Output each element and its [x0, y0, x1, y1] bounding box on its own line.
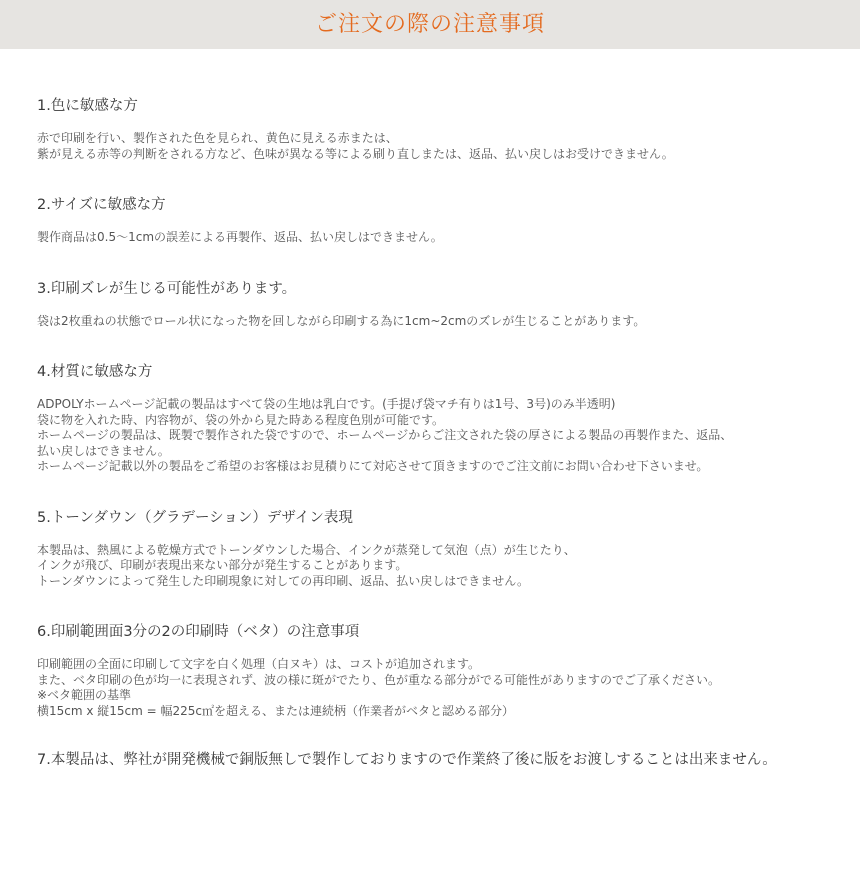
- notice-section-solid-print: [37, 621, 852, 719]
- notice-section-color: [37, 95, 852, 162]
- section-line: ホームページ記載以外の製品をご希望のお客様はお見積りにて対応させて頂きますのでご注文前にお問い合わせ下さいませ。: [37, 459, 709, 473]
- section-line: 製作商品は0.5〜1cmの誤差による再製作、返品、払い戻しはできません。: [37, 230, 443, 244]
- section-line: トーンダウンによって発生した印刷現象に対しての再印刷、返品、払い戻しはできません。: [37, 573, 530, 588]
- notice-content: [37, 95, 852, 771]
- section-line: インクが飛び、印刷が表現出来ない部分が発生することがあります。: [37, 558, 408, 572]
- notice-section-size: [37, 194, 852, 246]
- section-title: 2.サイズに敏感な方: [37, 197, 166, 213]
- header-bar: [0, 0, 860, 49]
- section-body: [37, 131, 852, 162]
- section-title: 1.色に敏感な方: [37, 98, 138, 114]
- section-line: ホームページの製品は、既製で製作された袋ですので、ホームページからご注文された袋の厚さによる製品の再製作また、返品、: [37, 428, 733, 442]
- section-line: 紫が見える赤等の判断をされる方など、色味が異なる等による刷り直しまたは、返品、払い戻しはお受けできません。: [37, 146, 674, 161]
- section-line: 印刷範囲の全面に印刷して文字を白く処理（白ヌキ）は、コストが追加されます。: [37, 657, 481, 671]
- section-line: ※ベタ範囲の基準: [37, 688, 132, 702]
- notice-section-print-shift: [37, 278, 852, 330]
- section-line: 払い戻しはできません。: [37, 443, 170, 458]
- page-title: ご注文の際の注意事項: [314, 11, 545, 37]
- section-title: 3.印刷ズレが生じる可能性があります。: [37, 280, 297, 297]
- section-line: 本製品は、熱風による乾燥方式でトーンダウンした場合、インクが蒸発して気泡（点）が生じたり、: [37, 542, 576, 557]
- section-line: 袋に物を入れた時、内容物が、袋の外から見た時ある程度色別が可能です。: [37, 412, 445, 427]
- section-line: また、ベタ印刷の色が均一に表現されず、波の様に斑がでたり、色が重なる部分がでる可能性がありますのでご了承ください。: [37, 672, 721, 687]
- section-line: ADPOLYホームページ記載の製品はすべて袋の生地は乳白です。(手提げ袋マチ有りは1号、3号)のみ半透明): [37, 397, 616, 411]
- section-title: 7.本製品は、弊社が開発機械で銅版無しで製作しておりますので作業終了後に版をお渡しすることは出来ません。: [37, 752, 777, 768]
- notice-section-tone-down: [37, 507, 852, 590]
- section-body: [37, 397, 852, 475]
- section-body: [37, 657, 852, 719]
- section-title: 4.材質に敏感な方: [37, 364, 153, 380]
- notice-section-material: [37, 361, 852, 475]
- section-line: 赤で印刷を行い、製作された色を見られ、黄色に見える赤または、: [37, 131, 398, 145]
- section-body: [37, 230, 852, 246]
- section-line: 横15cm x 縦15cm = 幅225c㎡を超える、または連続柄（作業者がベタと認める部分）: [37, 703, 515, 718]
- section-line: 袋は2枚重ねの状態でロール状になった物を回しながら印刷する為に1cm~2cmのズレが生じることがあります。: [37, 313, 646, 328]
- notice-section-plate: [37, 749, 852, 771]
- section-body: [37, 314, 852, 330]
- section-title: 5.トーンダウン（グラデーション）デザイン表現: [37, 509, 353, 526]
- section-title: 6.印刷範囲面3分の2の印刷時（ベタ）の注意事項: [37, 624, 360, 640]
- section-body: [37, 543, 852, 590]
